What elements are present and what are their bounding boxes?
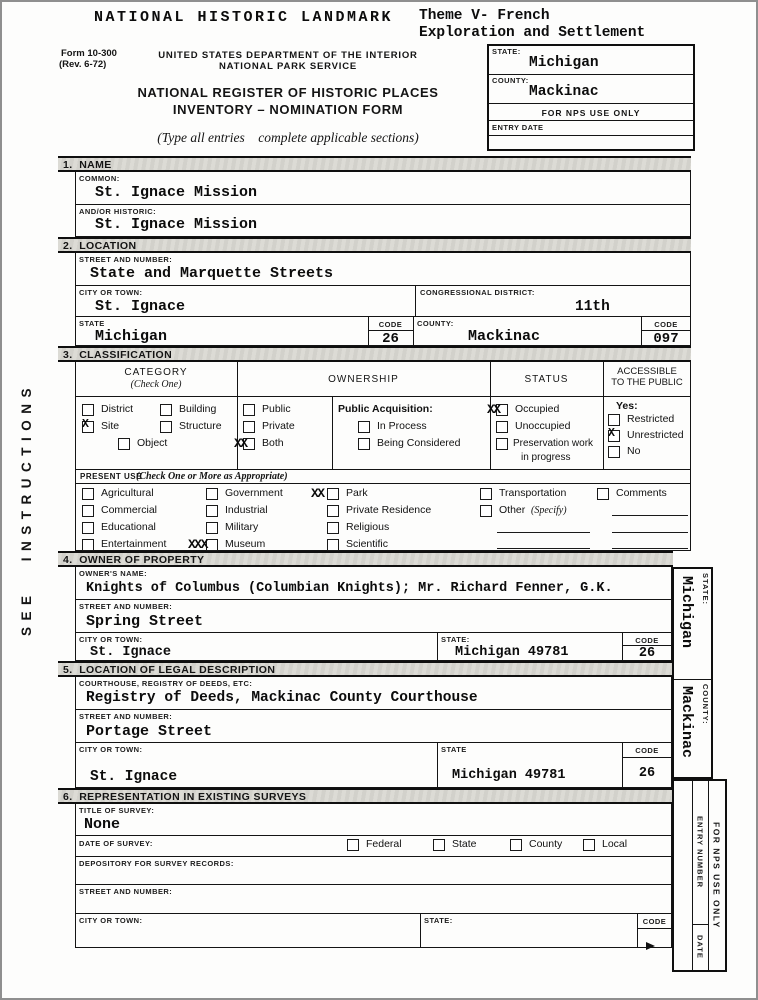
- register-title-line-2: INVENTORY – NOMINATION FORM: [172, 102, 404, 117]
- checkbox-occupied[interactable]: [487, 402, 508, 417]
- checkbox-industrial-label: Industrial: [225, 504, 268, 516]
- checkbox-agricultural[interactable]: [82, 488, 94, 500]
- historic-label: AND/OR HISTORIC:: [79, 207, 157, 216]
- legal-city-value[interactable]: St. Ignace: [90, 769, 178, 785]
- sidebar-state-county: [672, 567, 713, 779]
- see-instructions-note: SEE INSTRUCTIONS: [19, 382, 34, 637]
- checkbox-being-considered-label: Being Considered: [377, 437, 461, 449]
- checkbox-unrestricted-mark: X: [608, 427, 615, 440]
- checkbox-other[interactable]: [480, 505, 492, 517]
- legal-state-label: STATE: [441, 745, 467, 754]
- form-revision: (Rev. 6-72): [59, 59, 107, 70]
- divider-line: [437, 743, 438, 788]
- county-label: COUNTY:: [492, 76, 529, 85]
- checkbox-site-label: Site: [101, 420, 120, 432]
- courthouse-label: COURTHOUSE, REGISTRY OF DEEDS, ETC:: [79, 679, 253, 688]
- owner-street-value[interactable]: Spring Street: [86, 613, 204, 630]
- checkbox-comments[interactable]: [597, 488, 609, 500]
- form-number: Form 10-300: [61, 48, 117, 59]
- section-6-bar: 6. REPRESENTATION IN EXISTING SURVEYS: [58, 788, 673, 804]
- divider-line: [415, 286, 416, 317]
- checkbox-public-label: Public: [262, 403, 291, 415]
- divider-line: [622, 757, 672, 758]
- checkbox-preservation-label-line-2: in progress: [521, 452, 571, 463]
- congressional-district-label: CONGRESSIONAL DISTRICT:: [420, 288, 535, 297]
- checkbox-other-label: Other: [499, 504, 526, 516]
- blank-write-in-line[interactable]: [612, 515, 688, 516]
- checkbox-unoccupied[interactable]: [496, 421, 508, 433]
- section-3-bar: 3. CLASSIFICATION: [58, 346, 691, 362]
- theme-line-2: Exploration and Settlement: [419, 25, 646, 41]
- checkbox-site[interactable]: [82, 418, 94, 433]
- checkbox-government-label: Government: [225, 487, 283, 499]
- checkbox-no-label: No: [627, 445, 641, 457]
- checkbox-unrestricted-label: Unrestricted: [627, 429, 684, 441]
- checkbox-county-label: County: [529, 838, 563, 850]
- sidebar-state-label: STATE:: [701, 573, 710, 605]
- common-name-value[interactable]: St. Ignace Mission: [95, 184, 258, 201]
- public-acquisition-label: Public Acquisition:: [338, 403, 433, 415]
- entry-number-label: ENTRY NUMBER: [695, 816, 705, 889]
- checkbox-private-residence-label: Private Residence: [346, 504, 432, 516]
- sidebar-county-label: COUNTY:: [701, 684, 710, 725]
- department-line-1: UNITED STATES DEPARTMENT OF THE INTERIOR: [158, 50, 418, 61]
- courthouse-value[interactable]: Registry of Deeds, Mackinac County Courthouse: [86, 690, 478, 706]
- checkbox-museum-label: Museum: [225, 538, 266, 550]
- divider-line: [420, 914, 421, 948]
- street-value[interactable]: State and Marquette Streets: [90, 265, 334, 282]
- checkbox-unrestricted[interactable]: [608, 427, 620, 442]
- city-value[interactable]: St. Ignace: [95, 298, 186, 315]
- checkbox-district[interactable]: [82, 404, 94, 416]
- depository-label: DEPOSITORY FOR SURVEY RECORDS:: [79, 859, 234, 868]
- state-label: STATE:: [492, 47, 521, 56]
- section-5-bar: 5. LOCATION OF LEGAL DESCRIPTION: [58, 661, 673, 677]
- checkbox-park[interactable]: [311, 486, 339, 501]
- blank-write-in-line[interactable]: [497, 548, 590, 549]
- section-1-bar: 1. NAME: [58, 156, 691, 172]
- city-label: CITY OR TOWN:: [79, 288, 143, 297]
- state-label: STATE: [79, 319, 105, 328]
- checkbox-occupied-label: Occupied: [515, 403, 560, 415]
- checkbox-local[interactable]: [583, 839, 595, 851]
- checkbox-state-label: State: [452, 838, 477, 850]
- county-code-value[interactable]: 097: [653, 331, 679, 347]
- legal-code-value[interactable]: 26: [638, 766, 656, 781]
- checkbox-museum[interactable]: [188, 537, 218, 552]
- code-label: CODE: [635, 636, 659, 645]
- owner-state-value[interactable]: Michigan 49781: [455, 645, 569, 660]
- state-code-value[interactable]: 26: [382, 331, 399, 347]
- legal-street-value[interactable]: Portage Street: [86, 723, 213, 740]
- county-value[interactable]: Mackinac: [468, 328, 541, 345]
- checkbox-both[interactable]: [234, 436, 255, 451]
- nps-use-only-sidebar-label: FOR NPS USE ONLY: [711, 822, 722, 929]
- state-value[interactable]: Michigan: [529, 55, 599, 71]
- checkbox-structure[interactable]: [160, 421, 172, 433]
- owner-name-value[interactable]: Knights of Columbus (Columbian Knights); Mr. Richard Fenner, G.K.: [86, 581, 613, 596]
- divider-line: [437, 633, 438, 661]
- checkbox-structure-label: Structure: [179, 420, 222, 432]
- section-2-bar: 2. LOCATION: [58, 237, 691, 253]
- checkbox-object-label: Object: [137, 437, 168, 449]
- checkbox-other-note: (Specify): [531, 505, 567, 516]
- checkbox-military[interactable]: [206, 522, 218, 534]
- checkbox-in-process[interactable]: [358, 421, 370, 433]
- present-use-note: (Check One or More as Appropriate): [136, 471, 288, 482]
- checkbox-commercial-label: Commercial: [101, 504, 158, 516]
- divider-line: [603, 397, 604, 470]
- checkbox-building-label: Building: [179, 403, 217, 415]
- divider-line: [332, 397, 333, 470]
- status-header: STATUS: [524, 374, 569, 385]
- checkbox-entertainment[interactable]: [82, 539, 94, 551]
- divider-line: [413, 317, 414, 346]
- checkbox-public[interactable]: [243, 404, 255, 416]
- legal-street-label: STREET AND NUMBER:: [79, 712, 173, 721]
- checkbox-commercial[interactable]: [82, 505, 94, 517]
- checkbox-local-label: Local: [602, 838, 628, 850]
- code-label: CODE: [642, 917, 667, 926]
- county-value[interactable]: Mackinac: [529, 84, 599, 100]
- section-4-bar: 4. OWNER OF PROPERTY: [58, 551, 673, 567]
- checkbox-federal-label: Federal: [366, 838, 402, 850]
- checkbox-preservation[interactable]: [496, 438, 508, 450]
- checkbox-preservation-label: Preservation work: [513, 438, 594, 449]
- survey-city-state-row: [75, 914, 672, 948]
- county-label: COUNTY:: [417, 319, 454, 328]
- nps-use-only-label: FOR NPS USE ONLY: [489, 104, 693, 121]
- arrow-marker: [646, 942, 655, 950]
- legal-city-label: CITY OR TOWN:: [79, 745, 143, 754]
- checkbox-industrial[interactable]: [206, 505, 218, 517]
- type-instructions-note: (Type all entries complete applicable sections): [157, 130, 419, 145]
- blank-write-in-line[interactable]: [497, 532, 590, 533]
- accessible-header-line-1: ACCESSIBLE: [617, 366, 677, 377]
- checkbox-museum-mark: XXX: [188, 537, 207, 552]
- owner-code-value[interactable]: 26: [638, 646, 656, 661]
- department-line-2: NATIONAL PARK SERVICE: [218, 61, 358, 72]
- checkbox-building[interactable]: [160, 404, 172, 416]
- legal-state-value[interactable]: Michigan 49781: [452, 768, 566, 783]
- checkbox-unoccupied-label: Unoccupied: [515, 420, 571, 432]
- checkbox-transportation-label: Transportation: [499, 487, 567, 499]
- code-label: CODE: [654, 320, 678, 329]
- blank-write-in-line[interactable]: [612, 548, 688, 549]
- theme-line-1: Theme V- French: [419, 8, 550, 24]
- nps-state-county-box: [487, 44, 695, 151]
- entry-date-sidebar-label: DATE: [695, 935, 705, 959]
- checkbox-both-mark: XX: [234, 436, 247, 451]
- survey-title-label: TITLE OF SURVEY:: [79, 806, 155, 815]
- checkbox-religious[interactable]: [327, 522, 339, 534]
- sidebar-nps-use: [672, 779, 727, 972]
- survey-title-field: [75, 804, 672, 836]
- accessible-yes-label: Yes:: [616, 400, 638, 412]
- checkbox-private-residence[interactable]: [327, 505, 339, 517]
- checkbox-park-label: Park: [346, 487, 368, 499]
- sidebar-county-value: Mackinac: [678, 686, 695, 759]
- owner-city-value[interactable]: St. Ignace: [90, 645, 172, 660]
- divider-line: [237, 397, 238, 470]
- checkbox-comments-label: Comments: [616, 487, 667, 499]
- checkbox-educational[interactable]: [82, 522, 94, 534]
- historic-name-value[interactable]: St. Ignace Mission: [95, 216, 258, 233]
- category-header: CATEGORY: [124, 367, 188, 378]
- register-title-line-1: NATIONAL REGISTER OF HISTORIC PLACES: [137, 85, 439, 100]
- survey-city-label: CITY OR TOWN:: [79, 916, 143, 925]
- survey-state-label: STATE:: [424, 916, 453, 925]
- divider-line: [637, 928, 672, 929]
- checkbox-county[interactable]: [510, 839, 522, 851]
- checkbox-restricted-label: Restricted: [627, 413, 675, 425]
- accessible-header-line-2: TO THE PUBLIC: [611, 377, 683, 388]
- checkbox-park-mark: XX: [311, 486, 324, 501]
- checkbox-private[interactable]: [243, 421, 255, 433]
- blank-write-in-line[interactable]: [612, 532, 688, 533]
- checkbox-agricultural-label: Agricultural: [101, 487, 154, 499]
- category-header-note: (Check One): [130, 379, 182, 390]
- code-label: CODE: [378, 320, 403, 329]
- checkbox-entertainment-label: Entertainment: [101, 538, 167, 550]
- checkbox-government[interactable]: [206, 488, 218, 500]
- present-use-label: PRESENT USE: [80, 472, 142, 481]
- checkbox-in-process-label: In Process: [377, 420, 427, 432]
- checkbox-private-label: Private: [262, 420, 295, 432]
- checkbox-no[interactable]: [608, 446, 620, 458]
- congressional-district-value[interactable]: 11th: [575, 299, 610, 315]
- owner-name-label: OWNER'S NAME:: [79, 569, 148, 578]
- checkbox-object[interactable]: [118, 438, 130, 450]
- checkbox-being-considered[interactable]: [358, 438, 370, 450]
- checkbox-educational-label: Educational: [101, 521, 156, 533]
- survey-date-label: DATE OF SURVEY:: [79, 839, 153, 848]
- checkbox-state[interactable]: [433, 839, 445, 851]
- checkbox-restricted[interactable]: [608, 414, 620, 426]
- checkbox-religious-label: Religious: [346, 521, 390, 533]
- checkbox-site-mark: X: [82, 418, 89, 431]
- owner-state-label: STATE:: [441, 635, 470, 644]
- checkbox-district-label: District: [101, 403, 134, 415]
- checkbox-both-label: Both: [262, 437, 284, 449]
- landmark-title: NATIONAL HISTORIC LANDMARK: [94, 9, 394, 26]
- checkbox-transportation[interactable]: [480, 488, 492, 500]
- owner-street-label: STREET AND NUMBER:: [79, 602, 173, 611]
- survey-street-label: STREET AND NUMBER:: [79, 887, 173, 896]
- checkbox-occupied-mark: XX: [487, 402, 500, 417]
- ownership-header: OWNERSHIP: [328, 374, 399, 385]
- checkbox-scientific[interactable]: [327, 539, 339, 551]
- checkbox-federal[interactable]: [347, 839, 359, 851]
- code-label: CODE: [635, 746, 659, 755]
- street-label: STREET AND NUMBER:: [79, 255, 173, 264]
- sidebar-state-value: Michigan: [678, 576, 695, 649]
- common-label: COMMON:: [79, 174, 120, 183]
- owner-city-label: CITY OR TOWN:: [79, 635, 143, 644]
- checkbox-scientific-label: Scientific: [346, 538, 389, 550]
- entry-date-label: ENTRY DATE: [492, 123, 544, 132]
- checkbox-military-label: Military: [225, 521, 259, 533]
- state-value[interactable]: Michigan: [95, 328, 168, 345]
- survey-title-value[interactable]: None: [84, 816, 121, 833]
